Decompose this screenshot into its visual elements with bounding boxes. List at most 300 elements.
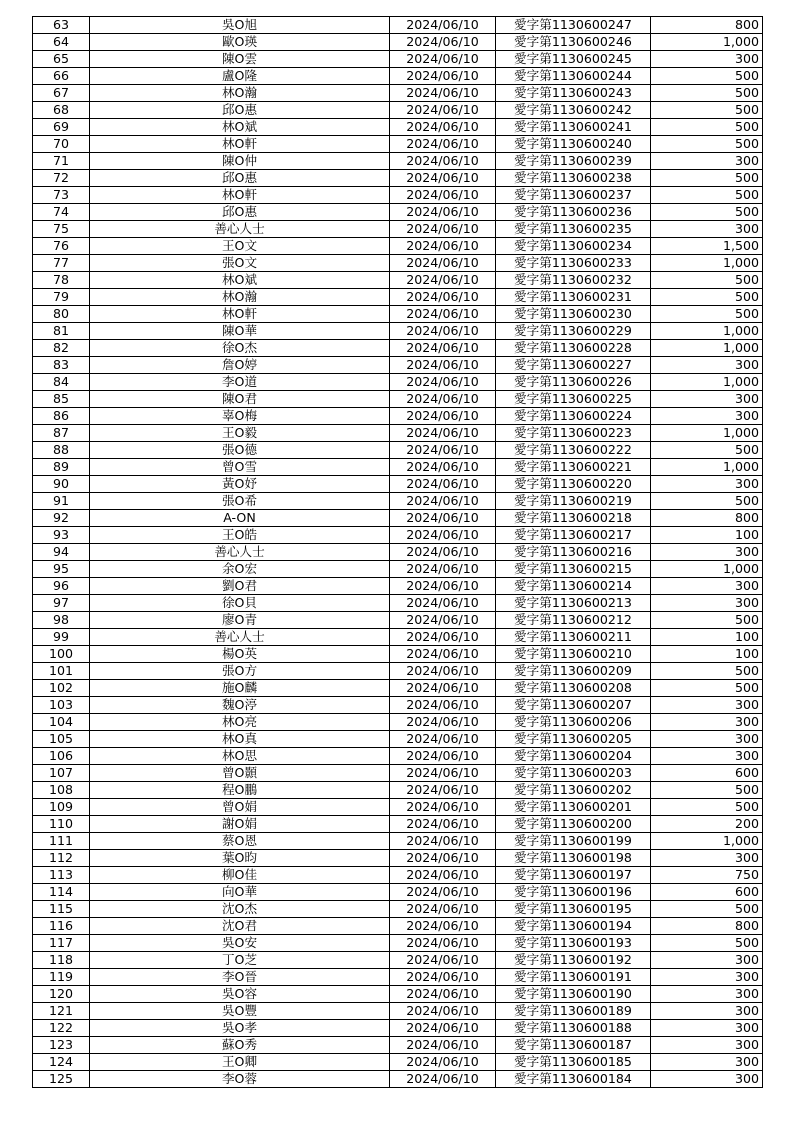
amount-cell: 800 [651, 918, 763, 935]
donation-date-cell: 2024/06/10 [390, 884, 496, 901]
amount-cell: 300 [651, 357, 763, 374]
table-row [33, 510, 763, 527]
donation-date-cell: 2024/06/10 [390, 255, 496, 272]
receipt-number-cell: 愛字第1130600211 [496, 629, 651, 646]
donation-date-cell: 2024/06/10 [390, 935, 496, 952]
donor-name-cell: 李O道 [90, 374, 390, 391]
row-number-cell: 123 [33, 1037, 90, 1054]
table-row [33, 51, 763, 68]
table-row [33, 697, 763, 714]
receipt-number-cell: 愛字第1130600216 [496, 544, 651, 561]
receipt-number-cell: 愛字第1130600194 [496, 918, 651, 935]
receipt-number-cell: 愛字第1130600201 [496, 799, 651, 816]
table-row [33, 901, 763, 918]
donor-name-cell: 曾O娟 [90, 799, 390, 816]
row-number-cell: 65 [33, 51, 90, 68]
receipt-number-cell: 愛字第1130600227 [496, 357, 651, 374]
table-row [33, 1054, 763, 1071]
table-row [33, 1071, 763, 1088]
amount-cell: 300 [651, 986, 763, 1003]
receipt-number-cell: 愛字第1130600229 [496, 323, 651, 340]
donor-name-cell: 蘇O秀 [90, 1037, 390, 1054]
table-row [33, 170, 763, 187]
row-number-cell: 96 [33, 578, 90, 595]
amount-cell: 300 [651, 51, 763, 68]
row-number-cell: 93 [33, 527, 90, 544]
amount-cell: 500 [651, 102, 763, 119]
row-number-cell: 89 [33, 459, 90, 476]
row-number-cell: 115 [33, 901, 90, 918]
donor-name-cell: 廖O青 [90, 612, 390, 629]
donation-date-cell: 2024/06/10 [390, 1037, 496, 1054]
amount-cell: 500 [651, 901, 763, 918]
donation-date-cell: 2024/06/10 [390, 1071, 496, 1088]
row-number-cell: 81 [33, 323, 90, 340]
donor-name-cell: 林O斌 [90, 272, 390, 289]
receipt-number-cell: 愛字第1130600230 [496, 306, 651, 323]
receipt-number-cell: 愛字第1130600214 [496, 578, 651, 595]
receipt-number-cell: 愛字第1130600192 [496, 952, 651, 969]
receipt-number-cell: 愛字第1130600234 [496, 238, 651, 255]
donation-date-cell: 2024/06/10 [390, 833, 496, 850]
donation-date-cell: 2024/06/10 [390, 289, 496, 306]
table-row [33, 34, 763, 51]
donor-name-cell: 吳O容 [90, 986, 390, 1003]
table-row [33, 1020, 763, 1037]
table-row [33, 799, 763, 816]
table-row [33, 204, 763, 221]
row-number-cell: 84 [33, 374, 90, 391]
receipt-number-cell: 愛字第1130600189 [496, 1003, 651, 1020]
amount-cell: 750 [651, 867, 763, 884]
donor-name-cell: 吳O豐 [90, 1003, 390, 1020]
amount-cell: 500 [651, 782, 763, 799]
donation-date-cell: 2024/06/10 [390, 408, 496, 425]
donation-date-cell: 2024/06/10 [390, 578, 496, 595]
donation-date-cell: 2024/06/10 [390, 697, 496, 714]
amount-cell: 1,000 [651, 323, 763, 340]
receipt-number-cell: 愛字第1130600215 [496, 561, 651, 578]
table-row [33, 459, 763, 476]
table-row [33, 612, 763, 629]
amount-cell: 1,000 [651, 340, 763, 357]
row-number-cell: 72 [33, 170, 90, 187]
row-number-cell: 117 [33, 935, 90, 952]
receipt-number-cell: 愛字第1130600247 [496, 17, 651, 34]
amount-cell: 300 [651, 714, 763, 731]
receipt-number-cell: 愛字第1130600241 [496, 119, 651, 136]
donor-name-cell: 張O希 [90, 493, 390, 510]
donation-date-cell: 2024/06/10 [390, 986, 496, 1003]
table-row [33, 833, 763, 850]
donor-name-cell: 謝O娟 [90, 816, 390, 833]
donation-date-cell: 2024/06/10 [390, 714, 496, 731]
amount-cell: 500 [651, 119, 763, 136]
receipt-number-cell: 愛字第1130600239 [496, 153, 651, 170]
amount-cell: 300 [651, 476, 763, 493]
donor-name-cell: 林O瀚 [90, 289, 390, 306]
donor-name-cell: 徐O杰 [90, 340, 390, 357]
donation-date-cell: 2024/06/10 [390, 357, 496, 374]
receipt-number-cell: 愛字第1130600232 [496, 272, 651, 289]
amount-cell: 300 [651, 697, 763, 714]
donation-date-cell: 2024/06/10 [390, 221, 496, 238]
donation-date-cell: 2024/06/10 [390, 680, 496, 697]
donation-date-cell: 2024/06/10 [390, 850, 496, 867]
donor-name-cell: 陳O君 [90, 391, 390, 408]
table-row [33, 935, 763, 952]
table-row [33, 187, 763, 204]
table-row [33, 17, 763, 34]
donor-name-cell: 余O宏 [90, 561, 390, 578]
row-number-cell: 122 [33, 1020, 90, 1037]
amount-cell: 1,000 [651, 425, 763, 442]
table-row [33, 680, 763, 697]
donation-date-cell: 2024/06/10 [390, 153, 496, 170]
donation-date-cell: 2024/06/10 [390, 238, 496, 255]
receipt-number-cell: 愛字第1130600184 [496, 1071, 651, 1088]
donation-date-cell: 2024/06/10 [390, 646, 496, 663]
donation-date-cell: 2024/06/10 [390, 969, 496, 986]
row-number-cell: 80 [33, 306, 90, 323]
donation-date-cell: 2024/06/10 [390, 85, 496, 102]
row-number-cell: 118 [33, 952, 90, 969]
amount-cell: 200 [651, 816, 763, 833]
row-number-cell: 71 [33, 153, 90, 170]
donor-name-cell: 詹O婷 [90, 357, 390, 374]
donor-name-cell: 善心人士 [90, 544, 390, 561]
table-body [33, 17, 763, 1088]
amount-cell: 500 [651, 799, 763, 816]
donation-date-cell: 2024/06/10 [390, 612, 496, 629]
amount-cell: 1,000 [651, 255, 763, 272]
row-number-cell: 95 [33, 561, 90, 578]
donor-name-cell: 沈O杰 [90, 901, 390, 918]
receipt-number-cell: 愛字第1130600225 [496, 391, 651, 408]
amount-cell: 1,000 [651, 374, 763, 391]
table-row [33, 952, 763, 969]
amount-cell: 300 [651, 731, 763, 748]
receipt-number-cell: 愛字第1130600200 [496, 816, 651, 833]
table-row [33, 153, 763, 170]
row-number-cell: 116 [33, 918, 90, 935]
table-row [33, 272, 763, 289]
amount-cell: 300 [651, 1054, 763, 1071]
amount-cell: 300 [651, 578, 763, 595]
donor-name-cell: 曾O顥 [90, 765, 390, 782]
donation-date-cell: 2024/06/10 [390, 1003, 496, 1020]
table-row [33, 255, 763, 272]
donation-date-cell: 2024/06/10 [390, 306, 496, 323]
table-row [33, 816, 763, 833]
row-number-cell: 69 [33, 119, 90, 136]
donation-date-cell: 2024/06/10 [390, 119, 496, 136]
receipt-number-cell: 愛字第1130600243 [496, 85, 651, 102]
donor-name-cell: 向O華 [90, 884, 390, 901]
amount-cell: 300 [651, 391, 763, 408]
table-row [33, 340, 763, 357]
receipt-number-cell: 愛字第1130600203 [496, 765, 651, 782]
donation-date-cell: 2024/06/10 [390, 391, 496, 408]
donation-date-cell: 2024/06/10 [390, 918, 496, 935]
amount-cell: 1,000 [651, 34, 763, 51]
receipt-number-cell: 愛字第1130600206 [496, 714, 651, 731]
table-row [33, 595, 763, 612]
row-number-cell: 76 [33, 238, 90, 255]
table-row [33, 102, 763, 119]
receipt-number-cell: 愛字第1130600220 [496, 476, 651, 493]
donor-name-cell: 張O方 [90, 663, 390, 680]
amount-cell: 500 [651, 136, 763, 153]
donor-name-cell: 王O毅 [90, 425, 390, 442]
table-row [33, 765, 763, 782]
row-number-cell: 101 [33, 663, 90, 680]
table-row [33, 493, 763, 510]
row-number-cell: 111 [33, 833, 90, 850]
table-row [33, 782, 763, 799]
table-row [33, 136, 763, 153]
donation-date-cell: 2024/06/10 [390, 629, 496, 646]
amount-cell: 1,000 [651, 833, 763, 850]
receipt-number-cell: 愛字第1130600238 [496, 170, 651, 187]
amount-cell: 300 [651, 408, 763, 425]
amount-cell: 800 [651, 17, 763, 34]
donation-date-cell: 2024/06/10 [390, 187, 496, 204]
donor-name-cell: 葉O昀 [90, 850, 390, 867]
receipt-number-cell: 愛字第1130600209 [496, 663, 651, 680]
amount-cell: 500 [651, 612, 763, 629]
donor-name-cell: 林O斌 [90, 119, 390, 136]
receipt-number-cell: 愛字第1130600198 [496, 850, 651, 867]
amount-cell: 300 [651, 595, 763, 612]
receipt-number-cell: 愛字第1130600228 [496, 340, 651, 357]
donor-name-cell: 曾O雪 [90, 459, 390, 476]
receipt-number-cell: 愛字第1130600246 [496, 34, 651, 51]
amount-cell: 1,000 [651, 459, 763, 476]
donor-name-cell: 林O軒 [90, 306, 390, 323]
receipt-number-cell: 愛字第1130600242 [496, 102, 651, 119]
donation-date-cell: 2024/06/10 [390, 170, 496, 187]
table-row [33, 663, 763, 680]
table-row [33, 391, 763, 408]
donor-name-cell: 林O軒 [90, 136, 390, 153]
amount-cell: 500 [651, 272, 763, 289]
donation-date-cell: 2024/06/10 [390, 34, 496, 51]
donor-name-cell: 丁O芝 [90, 952, 390, 969]
row-number-cell: 124 [33, 1054, 90, 1071]
donation-date-cell: 2024/06/10 [390, 901, 496, 918]
donation-date-cell: 2024/06/10 [390, 952, 496, 969]
row-number-cell: 78 [33, 272, 90, 289]
amount-cell: 800 [651, 510, 763, 527]
receipt-number-cell: 愛字第1130600233 [496, 255, 651, 272]
donor-name-cell: 林O軒 [90, 187, 390, 204]
row-number-cell: 112 [33, 850, 90, 867]
receipt-number-cell: 愛字第1130600202 [496, 782, 651, 799]
donor-name-cell: 柳O佳 [90, 867, 390, 884]
amount-cell: 500 [651, 170, 763, 187]
amount-cell: 100 [651, 629, 763, 646]
donation-date-cell: 2024/06/10 [390, 340, 496, 357]
amount-cell: 500 [651, 187, 763, 204]
table-row [33, 578, 763, 595]
donation-date-cell: 2024/06/10 [390, 68, 496, 85]
table-row [33, 748, 763, 765]
donor-name-cell: 陳O雲 [90, 51, 390, 68]
donation-date-cell: 2024/06/10 [390, 527, 496, 544]
table-row [33, 357, 763, 374]
table-row [33, 544, 763, 561]
receipt-number-cell: 愛字第1130600231 [496, 289, 651, 306]
row-number-cell: 68 [33, 102, 90, 119]
receipt-number-cell: 愛字第1130600235 [496, 221, 651, 238]
donor-name-cell: 陳O華 [90, 323, 390, 340]
row-number-cell: 79 [33, 289, 90, 306]
row-number-cell: 105 [33, 731, 90, 748]
donor-name-cell: 邱O惠 [90, 170, 390, 187]
row-number-cell: 64 [33, 34, 90, 51]
table-row [33, 374, 763, 391]
donation-date-cell: 2024/06/10 [390, 748, 496, 765]
table-row [33, 68, 763, 85]
donation-date-cell: 2024/06/10 [390, 323, 496, 340]
table-row [33, 629, 763, 646]
table-row [33, 986, 763, 1003]
donor-name-cell: 林O亮 [90, 714, 390, 731]
donation-date-cell: 2024/06/10 [390, 136, 496, 153]
donation-date-cell: 2024/06/10 [390, 731, 496, 748]
donor-name-cell: 張O文 [90, 255, 390, 272]
table-row [33, 527, 763, 544]
donor-name-cell: 李O晉 [90, 969, 390, 986]
donation-date-cell: 2024/06/10 [390, 459, 496, 476]
amount-cell: 300 [651, 1003, 763, 1020]
row-number-cell: 106 [33, 748, 90, 765]
donation-date-cell: 2024/06/10 [390, 799, 496, 816]
donation-date-cell: 2024/06/10 [390, 374, 496, 391]
donor-name-cell: 陳O仲 [90, 153, 390, 170]
row-number-cell: 85 [33, 391, 90, 408]
table-row [33, 289, 763, 306]
donor-name-cell: 魏O渟 [90, 697, 390, 714]
donor-name-cell: 吳O旭 [90, 17, 390, 34]
row-number-cell: 110 [33, 816, 90, 833]
donor-name-cell: 善心人士 [90, 221, 390, 238]
donor-name-cell: 盧O隆 [90, 68, 390, 85]
row-number-cell: 119 [33, 969, 90, 986]
row-number-cell: 109 [33, 799, 90, 816]
table-row [33, 867, 763, 884]
amount-cell: 500 [651, 204, 763, 221]
receipt-number-cell: 愛字第1130600199 [496, 833, 651, 850]
amount-cell: 1,000 [651, 561, 763, 578]
receipt-number-cell: 愛字第1130600218 [496, 510, 651, 527]
receipt-number-cell: 愛字第1130600219 [496, 493, 651, 510]
table-row [33, 408, 763, 425]
donor-name-cell: 林O真 [90, 731, 390, 748]
donation-date-cell: 2024/06/10 [390, 544, 496, 561]
donor-name-cell: 徐O貝 [90, 595, 390, 612]
amount-cell: 300 [651, 544, 763, 561]
table-row [33, 714, 763, 731]
receipt-number-cell: 愛字第1130600210 [496, 646, 651, 663]
receipt-number-cell: 愛字第1130600187 [496, 1037, 651, 1054]
donor-name-cell: 王O文 [90, 238, 390, 255]
donation-date-cell: 2024/06/10 [390, 425, 496, 442]
receipt-number-cell: 愛字第1130600217 [496, 527, 651, 544]
table-row [33, 561, 763, 578]
amount-cell: 100 [651, 646, 763, 663]
amount-cell: 500 [651, 442, 763, 459]
receipt-number-cell: 愛字第1130600185 [496, 1054, 651, 1071]
row-number-cell: 67 [33, 85, 90, 102]
receipt-number-cell: 愛字第1130600205 [496, 731, 651, 748]
row-number-cell: 98 [33, 612, 90, 629]
table-row [33, 238, 763, 255]
row-number-cell: 88 [33, 442, 90, 459]
table-row [33, 731, 763, 748]
donation-date-cell: 2024/06/10 [390, 102, 496, 119]
table-row [33, 323, 763, 340]
receipt-number-cell: 愛字第1130600245 [496, 51, 651, 68]
row-number-cell: 99 [33, 629, 90, 646]
donor-name-cell: 林O思 [90, 748, 390, 765]
row-number-cell: 90 [33, 476, 90, 493]
donation-date-cell: 2024/06/10 [390, 476, 496, 493]
amount-cell: 500 [651, 68, 763, 85]
donor-name-cell: 吳O安 [90, 935, 390, 952]
row-number-cell: 77 [33, 255, 90, 272]
amount-cell: 300 [651, 221, 763, 238]
row-number-cell: 82 [33, 340, 90, 357]
amount-cell: 300 [651, 952, 763, 969]
table-row [33, 884, 763, 901]
row-number-cell: 87 [33, 425, 90, 442]
table-row [33, 1037, 763, 1054]
donation-date-cell: 2024/06/10 [390, 272, 496, 289]
row-number-cell: 66 [33, 68, 90, 85]
donor-name-cell: 黃O妤 [90, 476, 390, 493]
donor-name-cell: 歐O瑛 [90, 34, 390, 51]
donor-name-cell: 邱O惠 [90, 102, 390, 119]
receipt-number-cell: 愛字第1130600208 [496, 680, 651, 697]
amount-cell: 300 [651, 1037, 763, 1054]
receipt-number-cell: 愛字第1130600193 [496, 935, 651, 952]
donation-date-cell: 2024/06/10 [390, 561, 496, 578]
amount-cell: 500 [651, 935, 763, 952]
row-number-cell: 113 [33, 867, 90, 884]
donor-name-cell: 善心人士 [90, 629, 390, 646]
table-row [33, 119, 763, 136]
donor-name-cell: 吳O孝 [90, 1020, 390, 1037]
table-row [33, 918, 763, 935]
row-number-cell: 74 [33, 204, 90, 221]
amount-cell: 600 [651, 884, 763, 901]
amount-cell: 500 [651, 306, 763, 323]
receipt-number-cell: 愛字第1130600236 [496, 204, 651, 221]
receipt-number-cell: 愛字第1130600223 [496, 425, 651, 442]
receipt-number-cell: 愛字第1130600213 [496, 595, 651, 612]
amount-cell: 500 [651, 289, 763, 306]
row-number-cell: 92 [33, 510, 90, 527]
donor-name-cell: 蔡O恩 [90, 833, 390, 850]
receipt-number-cell: 愛字第1130600240 [496, 136, 651, 153]
donation-date-cell: 2024/06/10 [390, 1054, 496, 1071]
receipt-number-cell: 愛字第1130600244 [496, 68, 651, 85]
row-number-cell: 121 [33, 1003, 90, 1020]
row-number-cell: 63 [33, 17, 90, 34]
row-number-cell: 120 [33, 986, 90, 1003]
